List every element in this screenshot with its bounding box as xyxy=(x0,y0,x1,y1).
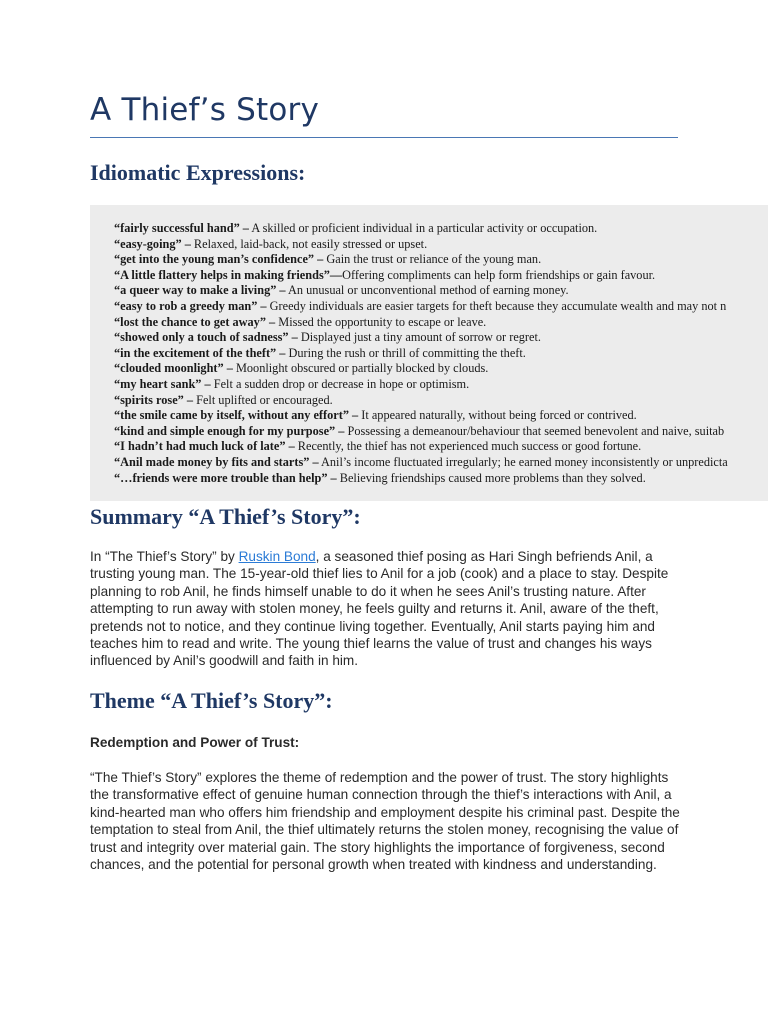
idiom-term: “in the excitement of the theft” – xyxy=(114,345,286,360)
author-link[interactable]: Ruskin Bond xyxy=(238,549,316,564)
idiom-term: “easy-going” – xyxy=(114,236,191,251)
idiom-item xyxy=(114,299,728,315)
idiom-term: “fairly successful hand” – xyxy=(114,221,249,235)
idiom-item xyxy=(114,268,728,284)
idiom-term: “clouded moonlight” – xyxy=(114,361,233,376)
idiom-meaning: Relaxed, laid-back, not easily stressed or upset. xyxy=(190,236,428,251)
summary-lead: In “The Thief’s Story” by xyxy=(90,549,239,564)
idiom-item xyxy=(114,346,728,362)
idioms-heading: Idiomatic Expressions: xyxy=(90,160,306,185)
summary-paragraph xyxy=(90,548,690,670)
idiom-meaning: Moonlight obscured or partially blocked by clouds. xyxy=(232,361,489,376)
idiom-meaning: Offering compliments can help form friendships or gain favour. xyxy=(342,267,656,282)
idiom-term: “get into the young man’s confidence” – xyxy=(114,252,324,267)
idiom-meaning: Possessing a demeanour/behaviour that seemed benevolent and naive, suitab xyxy=(344,423,725,438)
idiom-meaning: Gain the trust or reliance of the young man. xyxy=(323,252,542,267)
page-title: A Thief’s Story xyxy=(90,92,319,128)
idiom-item xyxy=(114,252,728,268)
summary-body: , a seasoned thief posing as Hari Singh befriends Anil, a trusting young man. The 15-year-old thief lies to Anil for a job (cook) and a place to stay. Despite planning to rob Anil, he finds himself unable to do it when he sees Anil’s trusting nature. After attempting to run away with stolen money, he feels guilty and returns it. Anil, aware of the theft, pretends not to notice, and they continue living together. Eventually, Anil starts paying him and teaches him to read and write. The young thief learns the value of trust and changes his ways influenced by Anil’s goodwill and faith in him. xyxy=(90,549,669,669)
idiom-meaning: It appeared naturally, without being forced or contrived. xyxy=(358,408,637,423)
idiom-meaning: Recently, the thief has not experienced much success or good fortune. xyxy=(294,439,642,454)
idiom-meaning: Missed the opportunity to escape or leave. xyxy=(275,314,487,329)
idiom-meaning: Felt a sudden drop or decrease in hope or optimism. xyxy=(210,376,470,391)
idiom-term: “kind and simple enough for my purpose” – xyxy=(114,423,345,438)
idiom-meaning: Believing friendships caused more problems than they solved. xyxy=(336,470,646,485)
idiom-term: “…friends were more trouble than help” – xyxy=(114,470,337,485)
theme-subheading: Redemption and Power of Trust: xyxy=(90,735,300,750)
idiom-item xyxy=(114,408,728,424)
idiom-term: “the smile came by itself, without any effort” – xyxy=(114,408,359,423)
idiom-meaning: An unusual or unconventional method of earning money. xyxy=(285,283,569,298)
idiom-meaning: Greedy individuals are easier targets for theft because they accumulate wealth and may not n xyxy=(266,298,727,313)
summary-heading: Summary “A Thief’s Story”: xyxy=(90,504,361,529)
idiom-item xyxy=(114,361,728,377)
idiom-item xyxy=(114,439,728,455)
idiom-item xyxy=(114,393,728,409)
idiom-item xyxy=(114,471,728,487)
title-divider xyxy=(90,137,678,138)
idiom-meaning: Felt uplifted or encouraged. xyxy=(193,392,333,407)
idiom-term: “my heart sank” – xyxy=(114,376,211,391)
theme-paragraph: “The Thief’s Story” explores the theme of redemption and the power of trust. The story highlights the transformative effect of genuine human connection through the thief’s interactions with Anil, a kind-hearted man who offers him friendship and employment despite his criminal past. Despite the temptation to steal from Anil, the thief ultimately returns the stolen money, recognising the value of trust and integrity over material gain. The story highlights the importance of forgiveness, second chances, and the potential for personal growth when treated with kindness and understanding. xyxy=(90,770,680,873)
idiom-meaning: A skilled or proficient individual in a particular activity or occupation. xyxy=(248,221,598,235)
idiom-item xyxy=(114,221,728,237)
idiom-item xyxy=(114,237,728,253)
idiom-term: “Anil made money by fits and starts” – xyxy=(114,454,319,469)
idiom-item xyxy=(114,424,728,440)
idiom-term: “a queer way to make a living” – xyxy=(114,283,286,298)
idiom-item xyxy=(114,330,728,346)
idiom-term: “easy to rob a greedy man” – xyxy=(114,298,267,313)
theme-heading: Theme “A Thief’s Story”: xyxy=(90,688,333,713)
idiom-term: “spirits rose” – xyxy=(114,392,194,407)
idiom-item xyxy=(114,377,728,393)
idiom-term: “showed only a touch of sadness” – xyxy=(114,330,298,345)
idioms-list xyxy=(114,221,728,486)
idiom-item xyxy=(114,455,728,471)
idiom-term: “A little flattery helps in making friends”— xyxy=(114,267,343,282)
idiom-item xyxy=(114,315,728,331)
idiom-meaning: Displayed just a tiny amount of sorrow or regret. xyxy=(297,330,541,345)
idioms-box xyxy=(90,205,768,501)
idiom-term: “I hadn’t had much luck of late” – xyxy=(114,439,295,454)
idiom-item xyxy=(114,283,728,299)
idiom-term: “lost the chance to get away” – xyxy=(114,314,276,329)
idiom-meaning: Anil’s income fluctuated irregularly; he earned money inconsistently or unpredicta xyxy=(318,454,728,469)
idiom-meaning: During the rush or thrill of committing the theft. xyxy=(285,345,526,360)
